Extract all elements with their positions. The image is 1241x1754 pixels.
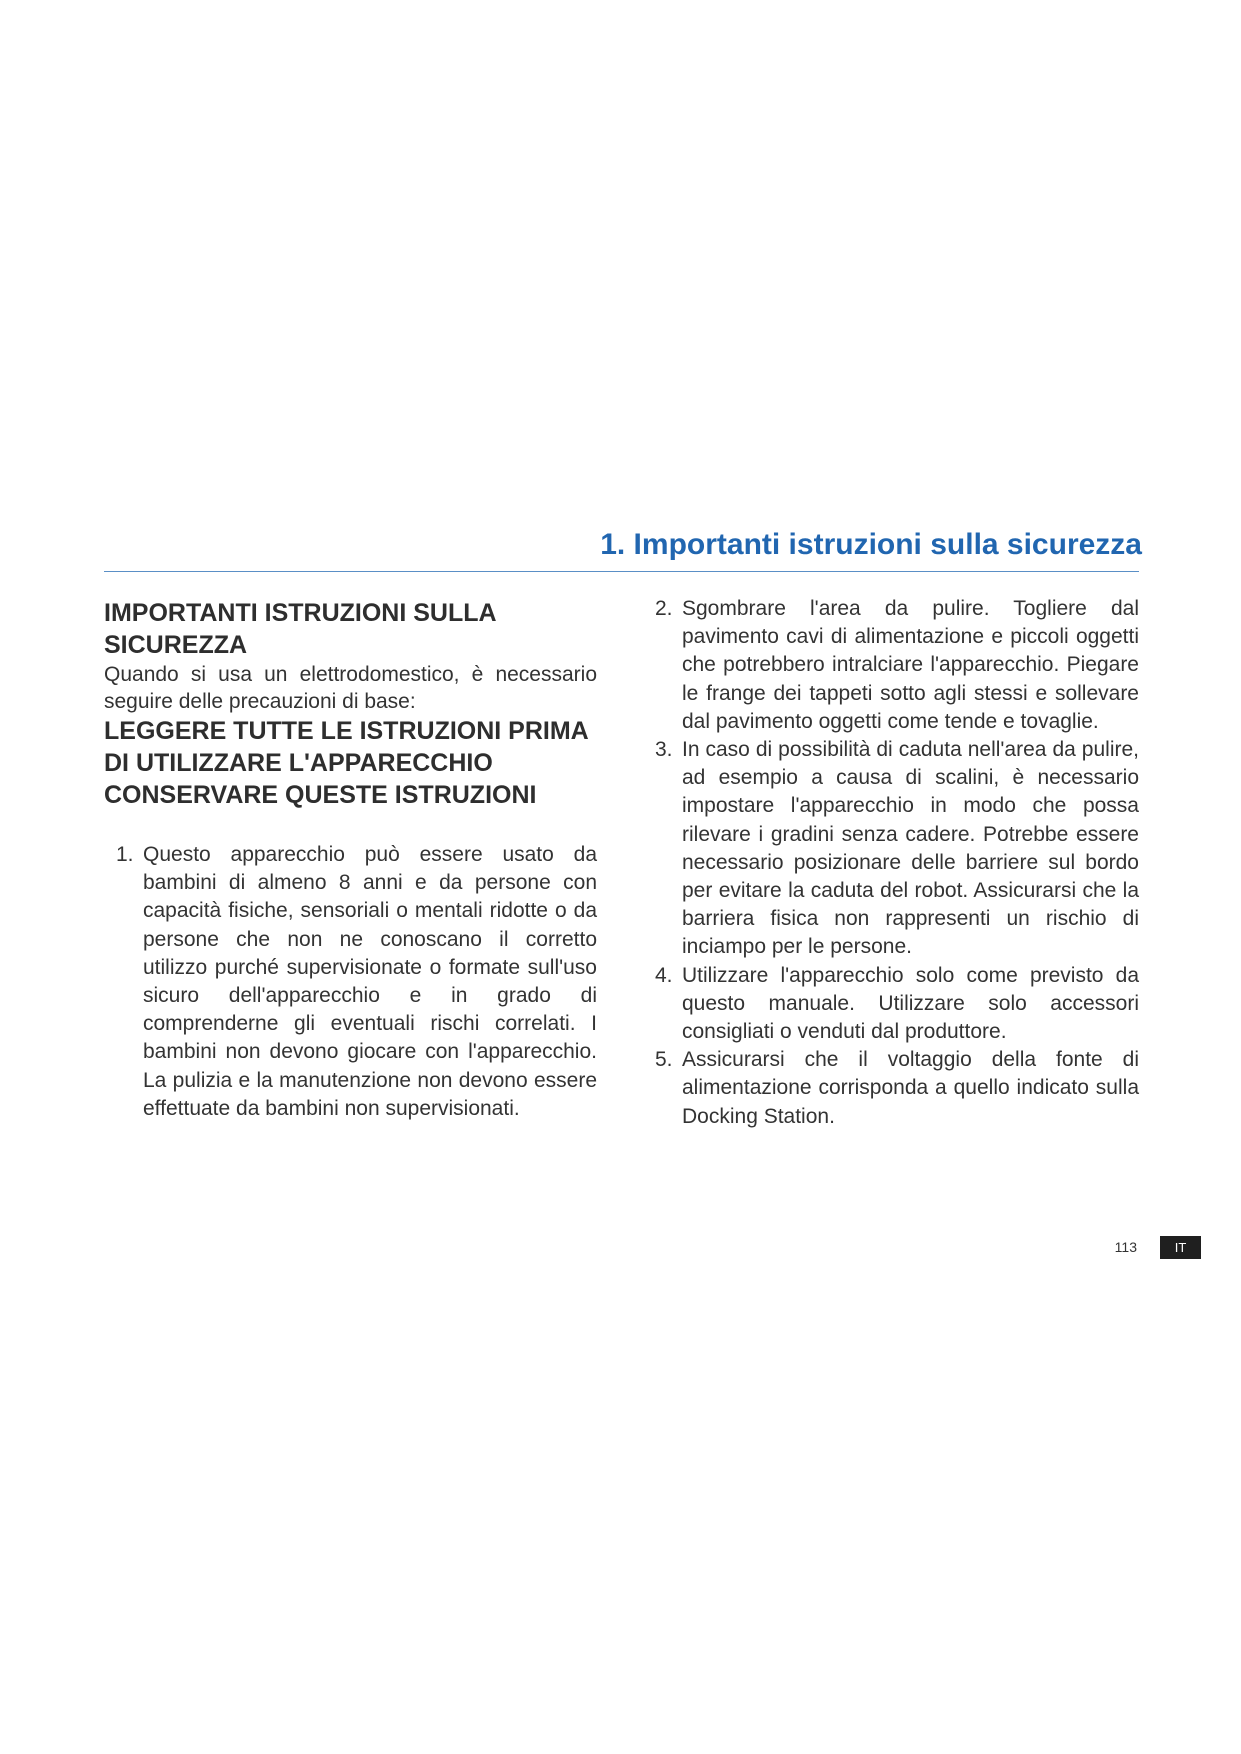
list-item <box>655 736 1139 962</box>
list-item <box>655 962 1139 1047</box>
read-instructions-warning: LEGGERE TUTTE LE ISTRUZIONI PRIMA DI UTILIZZARE L'APPARECCHIO <box>104 717 588 777</box>
item-number: 5. <box>655 1048 673 1072</box>
left-column <box>104 597 597 1123</box>
item-text: Questo apparecchio può essere usato da bambini di almeno 8 anni e da persone con capacità fisiche, sensoriali o mentali ridotte o da persone che non ne conoscano il corretto utilizzo purché supervisionate o formate sull'uso sicuro dell'apparecchio e in grado di comprenderne gli eventuali rischi correlati. I bambini non devono giocare con l'apparecchio. La pulizia e la manutenzione non devono essere effettuate da bambini non supervisionati. <box>143 843 597 1120</box>
list-item <box>655 595 1139 736</box>
item-number: 1. <box>116 843 134 866</box>
right-column <box>655 595 1139 1131</box>
item-text: Sgombrare l'area da pulire. Togliere dal pavimento cavi di alimentazione e piccoli oggetti che potrebbero intralciare l'apparecchio. Piegare le frange dei tappeti sotto agli stessi e sollevare dal pavimento oggetti come tende e tovaglie. <box>682 597 1139 733</box>
instruction-list <box>104 841 597 1123</box>
language-tab: IT <box>1160 1236 1201 1259</box>
item-number: 2. <box>655 597 673 620</box>
item-number: 3. <box>655 738 673 762</box>
item-text: Assicurarsi che il voltaggio della fonte di alimentazione corrisponda a quello indicato sulla Docking Station. <box>682 1048 1139 1128</box>
intro-paragraph: Quando si usa un elettrodomestico, è necessario seguire delle precauzioni di base: <box>104 663 597 713</box>
safety-heading: IMPORTANTI ISTRUZIONI SULLA SICUREZZA <box>104 599 496 659</box>
item-number: 4. <box>655 963 673 987</box>
item-text: In caso di possibilità di caduta nell'area da pulire, ad esempio a causa di scalini, è necessario impostare l'apparecchio in modo che possa rilevare i gradini senza cadere. Potrebbe essere necessario posizionare delle barriere sul bordo per evitare la caduta del robot. Assicurarsi che la barriera fisica non rappresenti un rischio di inciampo per le persone. <box>682 738 1139 959</box>
page-number: 113 <box>1114 1239 1137 1255</box>
item-text: Utilizzare l'apparecchio solo come previsto da questo manuale. Utilizzare solo accessori consigliati o venduti dal produttore. <box>682 963 1139 1044</box>
list-item <box>655 1046 1139 1131</box>
list-item <box>104 841 597 1123</box>
keep-instructions-warning: CONSERVARE QUESTE ISTRUZIONI <box>104 781 537 809</box>
section-title: 1. Importanti istruzioni sulla sicurezza <box>600 528 1142 561</box>
header-divider <box>104 571 1139 572</box>
instruction-list-continued <box>655 595 1139 1131</box>
